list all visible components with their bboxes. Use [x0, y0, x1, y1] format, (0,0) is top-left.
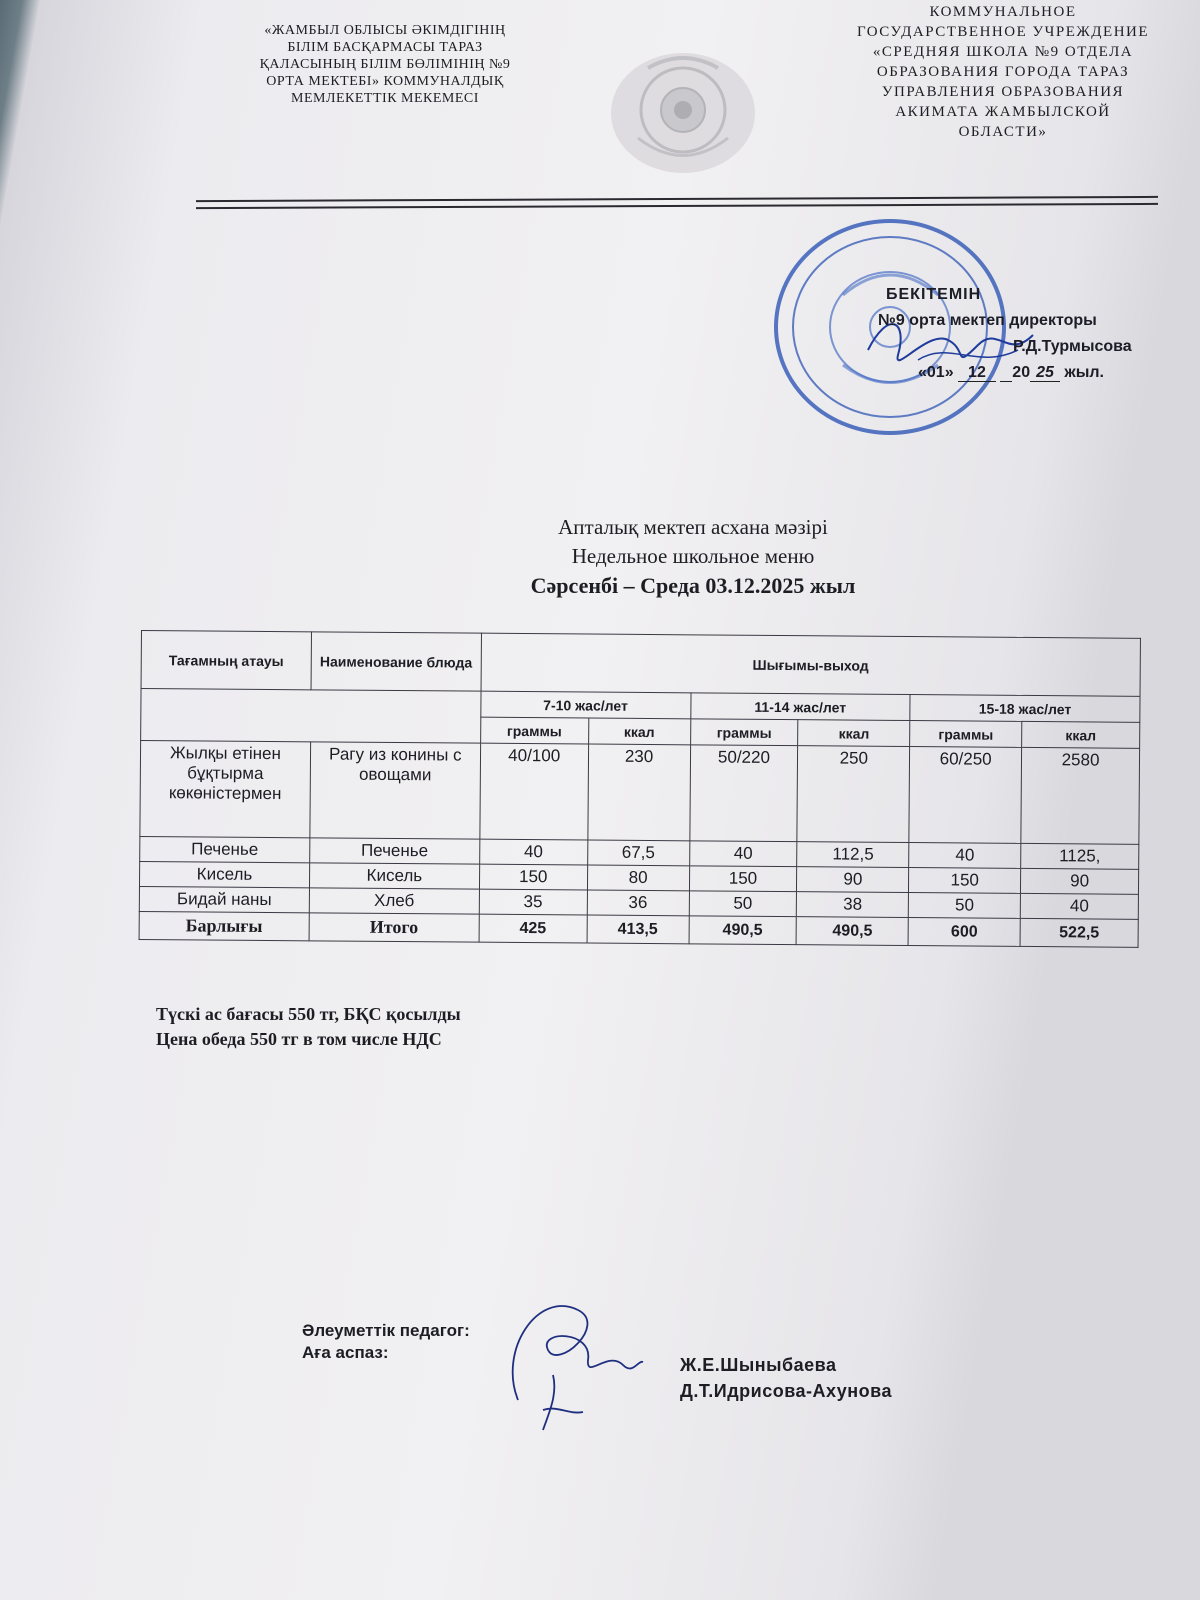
state-emblem-icon [608, 48, 758, 173]
approval-block [878, 282, 1132, 386]
header-left-org: «ЖАМБЫЛ ОБЛЫСЫ ӘКІМДІГІНІҢ БІЛІМ БАСҚАРМАСЫ ТАРАЗ ҚАЛАСЫНЫҢ БІЛІМ БӨЛІМІНІҢ №9 ОРТА МЕКТЕБІ» КОММУНАЛДЫҚ МЕМЛЕКЕТТІК МЕКЕМЕСІ [259, 23, 511, 106]
menu-table [139, 630, 1141, 948]
unit-header: граммы [910, 721, 1022, 748]
signatures-names: Ж.Е.Шыныбаева Д.Т.Идрисова-Ахунова [680, 1355, 892, 1401]
price-note: Түскі ас бағасы 550 тг, БҚС қосылды Цена обеда 550 тг в том числе НДС [156, 1004, 461, 1049]
table-row: Кисель Кисель 150 80 150 90 150 90 [139, 861, 1138, 894]
header-right-org: КОММУНАЛЬНОЕ ГОСУДАРСТВЕННОЕ УЧРЕЖДЕНИЕ «СРЕДНЯЯ ШКОЛА №9 ОТДЕЛА ОБРАЗОВАНИЯ ГОРОДА ТАРАЗ УПРАВЛЕНИЯ ОБРАЗОВАНИЯ АКИМАТА ЖАМБЫЛСКОЙ ОБЛАСТИ» [856, 4, 1150, 140]
menu-title [438, 513, 948, 600]
age-group-header: 11-14 жас/лет [690, 693, 910, 721]
unit-header: ккал [798, 720, 910, 747]
header-divider-top [196, 196, 1158, 202]
col-header-name-ru: Наименование блюда [311, 632, 481, 691]
approval-position: №9 орта мектеп директоры [878, 312, 1097, 329]
header-divider-bottom [196, 203, 1158, 209]
empty-header-cell [141, 689, 481, 744]
unit-header: граммы [690, 719, 798, 746]
approval-date: «01» 12 20 25 жыл. [918, 364, 1104, 381]
unit-header: граммы [480, 717, 588, 744]
table-row: Печенье Печенье 40 67,5 40 112,5 40 1125, [140, 836, 1139, 869]
document-page [18, 0, 1200, 1600]
age-group-header: 15-18 жас/лет [910, 695, 1140, 723]
unit-header: ккал [1022, 721, 1140, 748]
approval-title: БЕКІТЕМІН [886, 286, 982, 303]
title-kz: Апталық мектеп асхана мәзірі [558, 515, 828, 539]
title-date: Сәрсенбі – Среда 03.12.2025 жыл [530, 573, 856, 598]
approval-name: Р.Д.Турмысова [1013, 338, 1132, 355]
menu-table-wrap [139, 630, 1141, 948]
total-row: Барлығы Итого 425 413,5 490,5 490,5 600 522,5 [139, 911, 1138, 947]
col-header-output: Шығымы-выход [481, 633, 1141, 696]
signatures-roles: Әлеуметтік педагог: Аға аспаз: [302, 1321, 470, 1362]
col-header-name-kz: Тағамның атауы [141, 631, 311, 690]
age-group-header: 7-10 жас/лет [481, 691, 691, 719]
unit-header: ккал [588, 718, 690, 745]
staff-signature-icon [498, 1290, 648, 1440]
title-ru: Недельное школьное меню [571, 544, 815, 568]
table-row: Бидай наны Хлеб 35 36 50 38 50 40 [139, 886, 1138, 919]
table-row: Жылқы етінен бұқтырма көкөністермен Рагу из конины с овощами 40/100 230 50/220 250 60/250 2580 [140, 741, 1140, 845]
